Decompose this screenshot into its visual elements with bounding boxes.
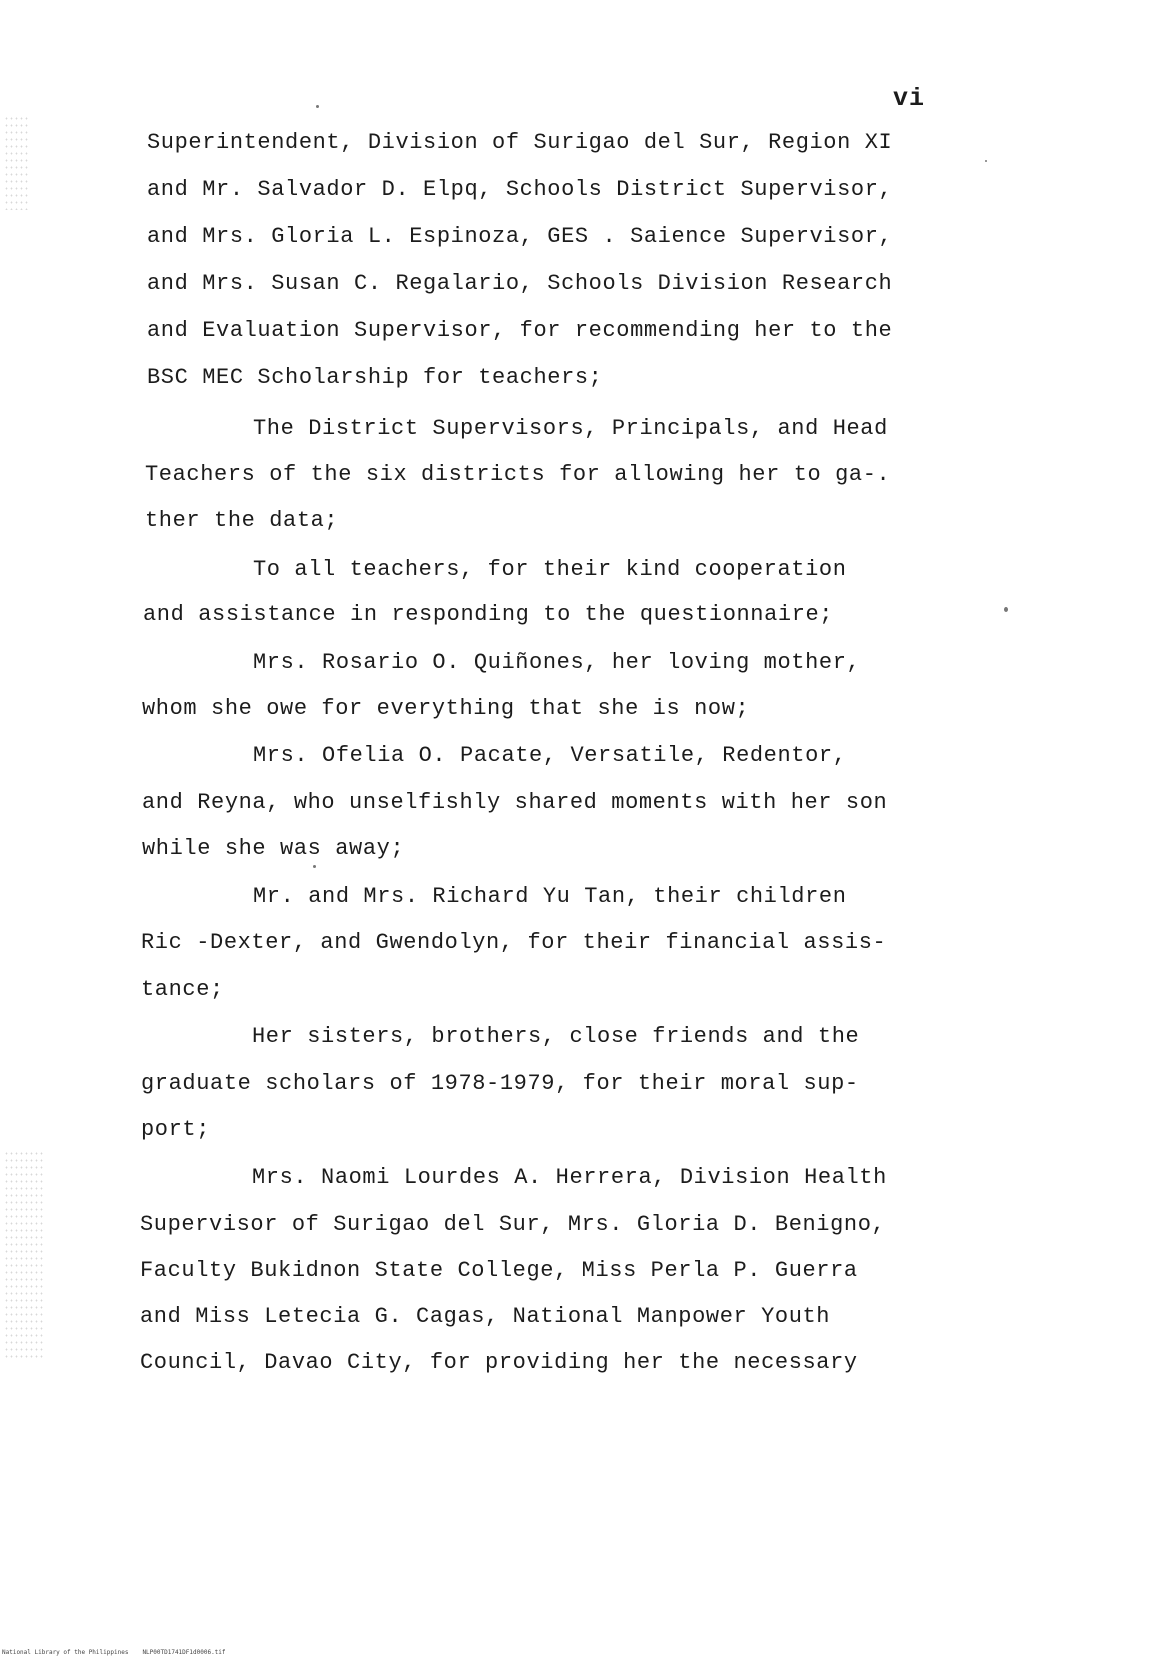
text-line: and Miss Letecia G. Cagas, National Manpower Youth	[140, 1304, 831, 1329]
text-line: The District Supervisors, Principals, and Head	[253, 416, 888, 441]
text-line: and Mrs. Susan C. Regalario, Schools Division Research	[147, 271, 893, 296]
text-line: Mrs. Rosario O. Quiñones, her loving mother,	[253, 650, 861, 675]
text-line: tance;	[141, 977, 224, 1002]
text-line: whom she owe for everything that she is now;	[142, 696, 750, 721]
text-line: and assistance in responding to the questionnaire;	[143, 602, 834, 627]
text-line: and Reyna, who unselfishly shared moments with her son	[142, 790, 888, 815]
scan-speck	[1004, 607, 1008, 612]
text-line: Her sisters, brothers, close friends and the	[252, 1024, 860, 1049]
scan-speck	[985, 160, 987, 162]
text-line: ther the data;	[145, 508, 339, 533]
text-line: Superintendent, Division of Surigao del Sur, Region XI	[147, 130, 893, 155]
scan-speck	[313, 865, 316, 868]
text-line: and Mr. Salvador D. Elpq, Schools District Supervisor,	[147, 177, 893, 202]
footer-file-id: NLP00TD1741DF1d0006.tif	[142, 1649, 226, 1656]
scan-footer	[2, 1649, 226, 1657]
text-line: Teachers of the six districts for allowing her to ga-.	[145, 462, 891, 487]
text-line: and Mrs. Gloria L. Espinoza, GES . Saience Supervisor,	[147, 224, 893, 249]
footer-library: National Library of the Philippines	[2, 1649, 129, 1656]
scan-speck	[316, 105, 319, 108]
page-number: vi	[893, 84, 926, 113]
text-line: port;	[141, 1117, 211, 1142]
text-line: Mrs. Ofelia O. Pacate, Versatile, Redentor,	[253, 743, 847, 768]
text-line: Mr. and Mrs. Richard Yu Tan, their children	[253, 884, 847, 909]
text-line: Supervisor of Surigao del Sur, Mrs. Gloria D. Benigno,	[140, 1212, 886, 1237]
text-line: Faculty Bukidnon State College, Miss Perla P. Guerra	[140, 1258, 858, 1283]
text-line: To all teachers, for their kind cooperation	[253, 557, 847, 582]
text-line: Ric -Dexter, and Gwendolyn, for their financial assis-	[141, 930, 887, 955]
text-line: Mrs. Naomi Lourdes A. Herrera, Division Health	[252, 1165, 887, 1190]
text-line: graduate scholars of 1978-1979, for their moral sup-	[141, 1071, 859, 1096]
text-line: Council, Davao City, for providing her the necessary	[140, 1350, 858, 1375]
text-line: BSC MEC Scholarship for teachers;	[147, 365, 603, 390]
text-line: while she was away;	[142, 836, 405, 861]
text-line: and Evaluation Supervisor, for recommending her to the	[147, 318, 893, 343]
